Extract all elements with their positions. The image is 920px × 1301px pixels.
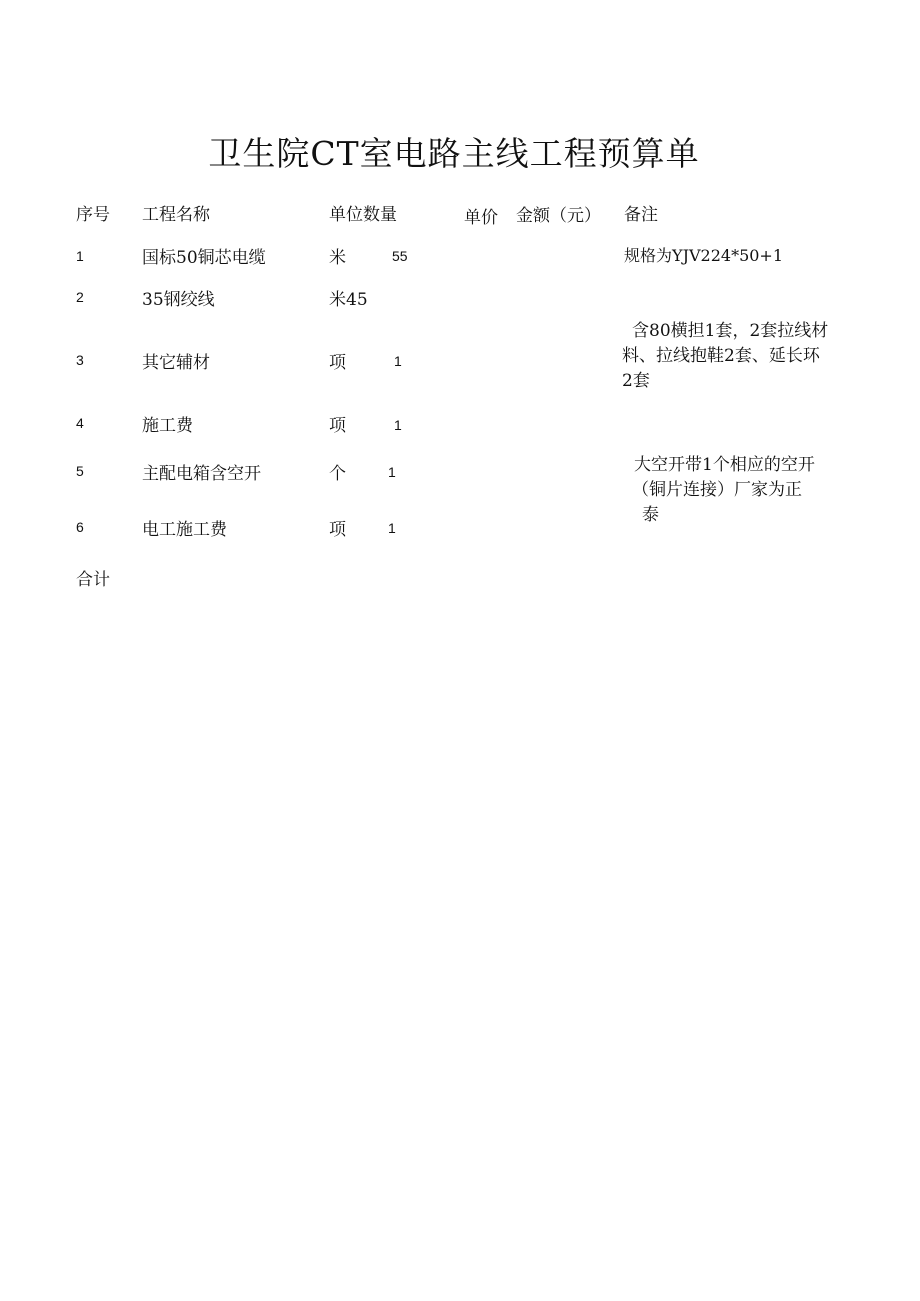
row-qty: 1 bbox=[394, 353, 402, 369]
row-unit: 米 bbox=[329, 248, 346, 268]
row-name: 其它辅材 bbox=[142, 353, 210, 373]
row-name: 施工费 bbox=[142, 416, 193, 436]
remark-line: 大空开带1个相应的空开 bbox=[634, 455, 815, 475]
row-unit: 项 bbox=[329, 353, 346, 373]
row-name: 主配电箱含空开 bbox=[142, 464, 261, 484]
row-seq: 5 bbox=[76, 463, 84, 479]
header-amount: 金额（元） bbox=[516, 206, 601, 226]
row-unit: 项 bbox=[329, 416, 346, 436]
row-qty: 1 bbox=[388, 520, 396, 536]
row-remark bbox=[622, 319, 852, 394]
row-unit: 项 bbox=[329, 520, 346, 540]
remark-line: （铜片连接）厂家为正 bbox=[632, 480, 802, 500]
row-qty: 1 bbox=[394, 417, 402, 433]
total-label: 合计 bbox=[76, 570, 110, 590]
remark-line: 2套 bbox=[622, 371, 650, 391]
remark-line: 料、拉线抱鞋2套、延长环 bbox=[622, 346, 820, 366]
row-seq: 2 bbox=[76, 289, 84, 305]
row-unit: 个 bbox=[329, 464, 346, 484]
row-name: 国标50铜芯电缆 bbox=[142, 248, 266, 268]
row-remark: 规格为YJV224*50+1 bbox=[624, 246, 784, 265]
row-seq: 4 bbox=[76, 415, 84, 431]
row-seq: 6 bbox=[76, 519, 84, 535]
row-name: 电工施工费 bbox=[142, 520, 227, 540]
remark-line: 含80横担1套，2套拉线材 bbox=[632, 321, 829, 341]
header-name: 工程名称 bbox=[142, 205, 210, 225]
row-seq: 3 bbox=[76, 352, 84, 368]
row-unit-qty: 米45 bbox=[329, 290, 368, 310]
page-title: 卫生院CT室电路主线工程预算单 bbox=[208, 134, 700, 173]
remark-line: 泰 bbox=[642, 505, 659, 525]
row-remark bbox=[620, 453, 850, 528]
header-price: 单价 bbox=[464, 208, 498, 228]
row-qty: 1 bbox=[388, 464, 396, 480]
row-seq: 1 bbox=[76, 248, 84, 264]
row-name: 35钢绞线 bbox=[142, 290, 215, 310]
header-remark: 备注 bbox=[624, 205, 658, 225]
header-seq: 序号 bbox=[76, 205, 110, 225]
header-unit-qty: 单位数量 bbox=[329, 205, 397, 225]
row-qty: 55 bbox=[392, 248, 408, 264]
